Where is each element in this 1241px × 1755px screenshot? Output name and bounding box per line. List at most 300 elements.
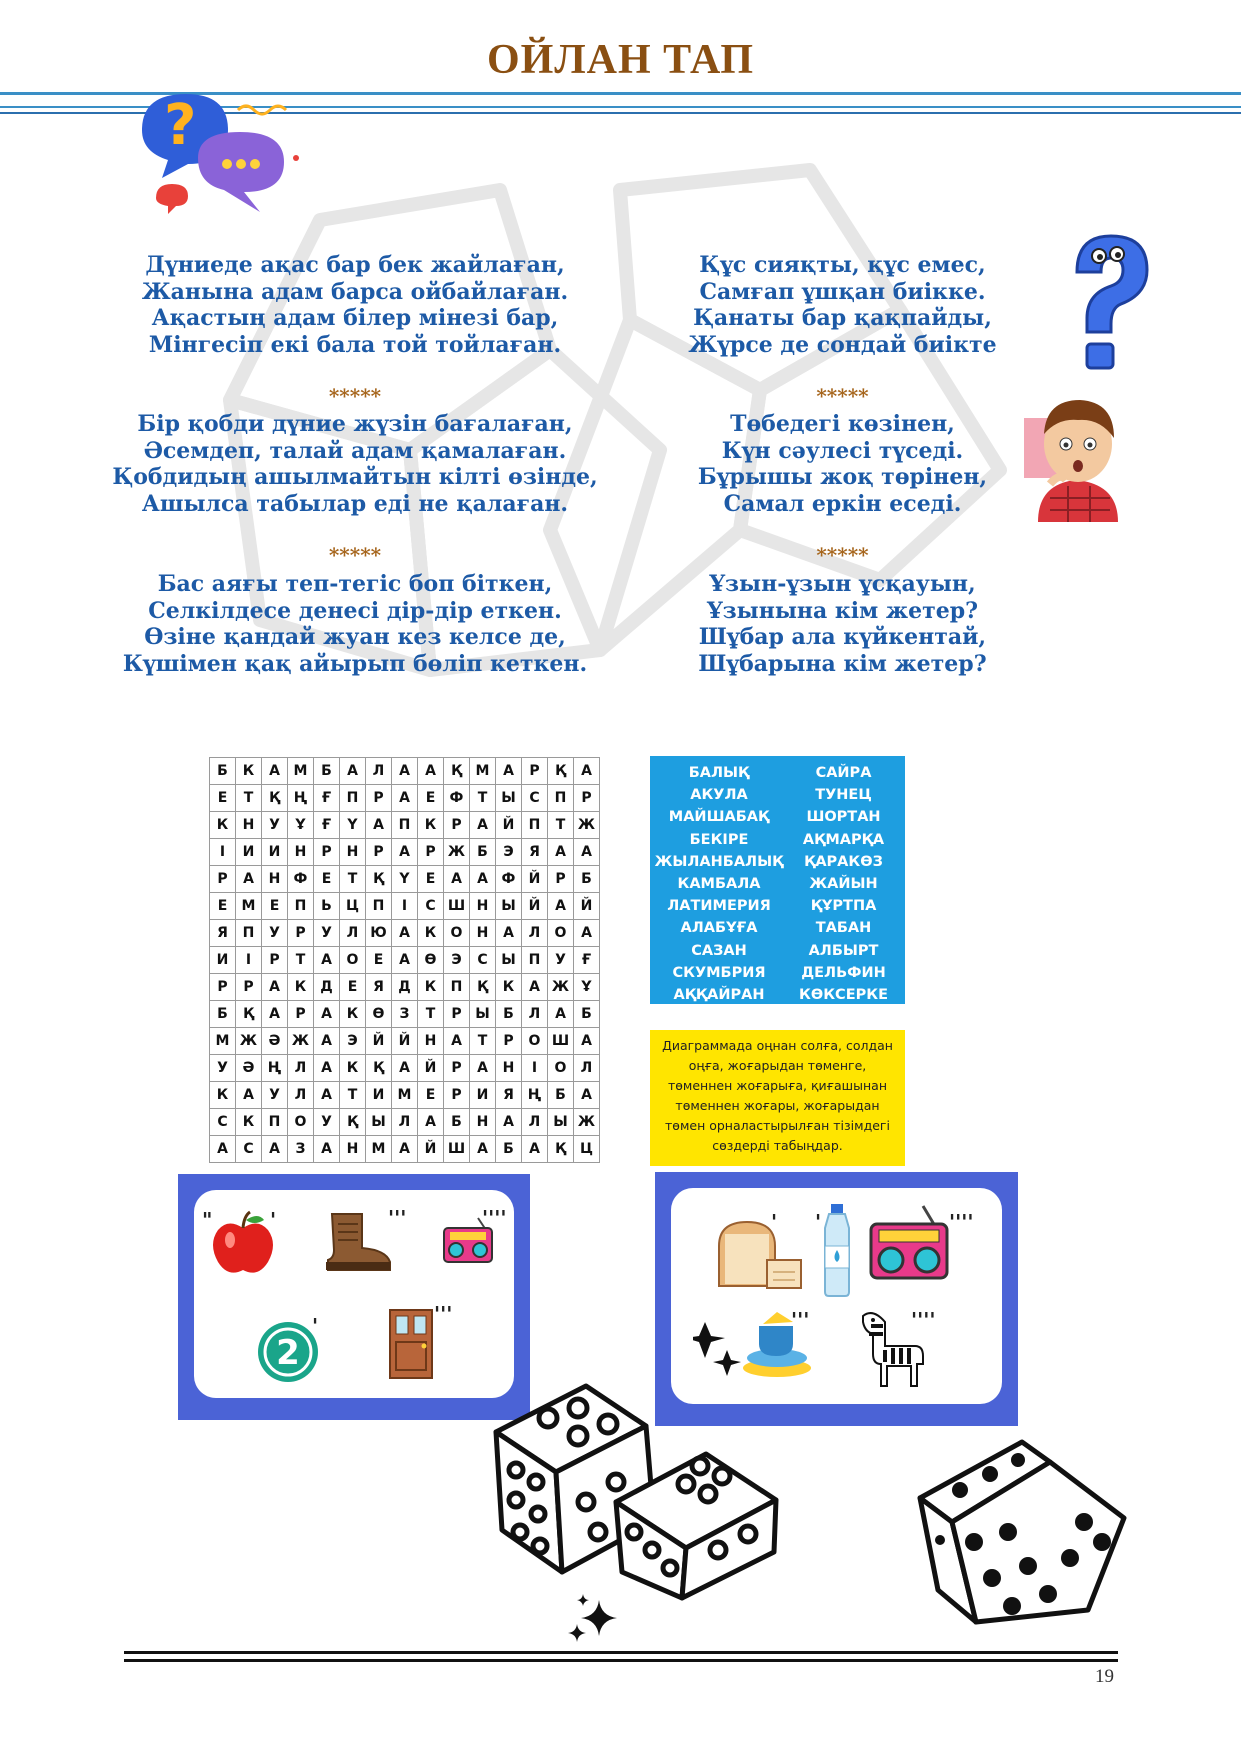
grid-cell: А bbox=[392, 839, 418, 866]
wordsearch-word-list bbox=[650, 756, 905, 1004]
word-list-item: ҚАРАКӨЗ bbox=[804, 853, 883, 870]
grid-cell: А bbox=[574, 1028, 600, 1055]
word-list-item: АЛБЫРТ bbox=[808, 942, 879, 959]
grid-cell: А bbox=[522, 974, 548, 1001]
grid-cell: Б bbox=[210, 1001, 236, 1028]
grid-cell: Ғ bbox=[574, 947, 600, 974]
word-list-item: АЛАБҰҒА bbox=[680, 920, 758, 937]
riddle-right-1: Құс сияқты, құс емес, Самғап ұшқан биікке. Қанаты бар қақпайды, Жүрсе де сондай биікте bbox=[688, 252, 997, 358]
grid-cell: А bbox=[392, 1136, 418, 1163]
grid-cell: Ү bbox=[392, 866, 418, 893]
grid-cell: А bbox=[496, 1109, 522, 1136]
rebus-mark: ' bbox=[270, 1208, 277, 1232]
grid-cell: А bbox=[236, 866, 262, 893]
grid-cell: Ш bbox=[444, 893, 470, 920]
grid-cell: К bbox=[210, 812, 236, 839]
word-list-item: ЛАТИМЕРИЯ bbox=[667, 898, 771, 915]
number-two-icon bbox=[256, 1320, 320, 1384]
grid-cell: Р bbox=[288, 920, 314, 947]
grid-cell: Л bbox=[288, 1055, 314, 1082]
grid-cell: З bbox=[392, 1001, 418, 1028]
grid-row bbox=[210, 839, 600, 866]
grid-cell: І bbox=[392, 893, 418, 920]
grid-cell: Р bbox=[262, 947, 288, 974]
word-list-item: БАЛЫҚ bbox=[688, 765, 750, 781]
word-list-item: ҚҰРТПА bbox=[810, 898, 877, 915]
word-list-item: ЖЫЛАНБАЛЫҚ bbox=[654, 853, 784, 870]
grid-cell: Я bbox=[366, 974, 392, 1001]
grid-cell: А bbox=[418, 758, 444, 785]
grid-row bbox=[210, 1028, 600, 1055]
grid-cell: Ң bbox=[522, 1082, 548, 1109]
grid-cell: Р bbox=[444, 1001, 470, 1028]
grid-cell: Ж bbox=[288, 1028, 314, 1055]
page-title: ОЙЛАН ТАП bbox=[486, 37, 754, 83]
grid-cell: І bbox=[210, 839, 236, 866]
grid-cell: А bbox=[470, 1136, 496, 1163]
riddle-left-2: Бір қобди дүние жүзін бағалаған, Әсемдеп, талай адам қамалаған. Қобдидың ашылмайтын кілті өзінде, Ашылса табылар еді не қалаған. bbox=[112, 411, 598, 517]
grid-cell: Р bbox=[444, 1055, 470, 1082]
grid-cell: Э bbox=[496, 839, 522, 866]
grid-cell: Қ bbox=[444, 758, 470, 785]
grid-cell: П bbox=[236, 920, 262, 947]
word-list-item: СКУМБРИЯ bbox=[672, 964, 766, 981]
word-list-item: БЕКІРЕ bbox=[689, 831, 749, 848]
grid-cell: Н bbox=[236, 812, 262, 839]
word-list-item: АҚМАРҚА bbox=[802, 831, 885, 848]
svg-text:2: 2 bbox=[276, 1333, 300, 1373]
grid-cell: А bbox=[262, 1001, 288, 1028]
grid-cell: Т bbox=[288, 947, 314, 974]
grid-cell: И bbox=[210, 947, 236, 974]
grid-cell: У bbox=[262, 920, 288, 947]
word-list-item: АКУЛА bbox=[690, 787, 748, 804]
grid-cell: Й bbox=[418, 1055, 444, 1082]
grid-cell: А bbox=[314, 1136, 340, 1163]
grid-cell: Р bbox=[444, 812, 470, 839]
grid-cell: Я bbox=[496, 1082, 522, 1109]
grid-cell: К bbox=[210, 1082, 236, 1109]
word-list-item: ШОРТАН bbox=[806, 809, 881, 826]
grid-cell: А bbox=[470, 1055, 496, 1082]
grid-row bbox=[210, 920, 600, 947]
grid-cell: М bbox=[210, 1028, 236, 1055]
rebus-mark: '''' bbox=[482, 1206, 507, 1230]
grid-cell: Қ bbox=[236, 1001, 262, 1028]
word-list-left bbox=[650, 762, 788, 1006]
grid-cell: А bbox=[548, 1001, 574, 1028]
grid-cell: Ә bbox=[236, 1055, 262, 1082]
grid-cell: А bbox=[314, 1055, 340, 1082]
grid-cell: Л bbox=[522, 920, 548, 947]
grid-cell: А bbox=[262, 758, 288, 785]
grid-cell: П bbox=[262, 1109, 288, 1136]
grid-cell: Р bbox=[548, 866, 574, 893]
riddle-separator: ***** bbox=[816, 384, 869, 408]
grid-cell: А bbox=[574, 1082, 600, 1109]
word-list-item: ЖАЙЫН bbox=[809, 875, 878, 892]
grid-cell: Р bbox=[418, 839, 444, 866]
grid-cell: М bbox=[366, 1136, 392, 1163]
word-list-item: САЗАН bbox=[691, 942, 747, 959]
grid-cell: А bbox=[262, 1136, 288, 1163]
grid-cell: А bbox=[574, 920, 600, 947]
grid-cell: Й bbox=[366, 1028, 392, 1055]
grid-cell: А bbox=[392, 947, 418, 974]
grid-cell: А bbox=[366, 812, 392, 839]
riddle-separator: ***** bbox=[328, 384, 382, 408]
grid-cell: К bbox=[340, 1055, 366, 1082]
grid-cell: Е bbox=[210, 785, 236, 812]
grid-cell: Р bbox=[366, 839, 392, 866]
grid-cell: Н bbox=[470, 1109, 496, 1136]
riddle-left-1: Дүниеде ақас бар бек жайлаған, Жанына адам барса ойбайлаған. Ақастың адам білер мінезі бар, Мінгесіп екі бала той тойлаған. bbox=[141, 252, 569, 358]
grid-cell: У bbox=[314, 1109, 340, 1136]
grid-cell: П bbox=[444, 974, 470, 1001]
grid-cell: Ұ bbox=[288, 812, 314, 839]
grid-cell: Р bbox=[366, 785, 392, 812]
riddle-left-3: Бас аяғы теп-тегіс боп біткен, Селкілдесе денесі дір-дір еткен. Өзіне қандай жуан кез келсе де, Күшімен қақ айырып бөліп кеткен. bbox=[122, 571, 588, 677]
grid-cell: А bbox=[496, 920, 522, 947]
grid-cell: Т bbox=[236, 785, 262, 812]
grid-cell: Е bbox=[418, 1082, 444, 1109]
grid-row bbox=[210, 866, 600, 893]
svg-text:?: ? bbox=[164, 93, 197, 158]
grid-cell: У bbox=[262, 1082, 288, 1109]
grid-cell: Б bbox=[444, 1109, 470, 1136]
grid-cell: А bbox=[470, 812, 496, 839]
grid-cell: Ц bbox=[574, 1136, 600, 1163]
footer-rule-top bbox=[124, 1651, 1118, 1654]
grid-cell: Л bbox=[340, 920, 366, 947]
grid-cell: Б bbox=[314, 758, 340, 785]
grid-cell: Т bbox=[548, 812, 574, 839]
grid-cell: П bbox=[340, 785, 366, 812]
grid-cell: Р bbox=[210, 974, 236, 1001]
sparkle-icon bbox=[563, 1590, 623, 1650]
word-list-item: АҚҚАЙРАН bbox=[673, 986, 765, 1003]
grid-cell: А bbox=[548, 893, 574, 920]
grid-cell: К bbox=[496, 974, 522, 1001]
grid-cell: Р bbox=[236, 974, 262, 1001]
wordsearch-grid bbox=[209, 757, 600, 1163]
word-list-right bbox=[782, 762, 905, 1006]
grid-cell: А bbox=[548, 839, 574, 866]
grid-cell: І bbox=[522, 1055, 548, 1082]
grid-cell: С bbox=[418, 893, 444, 920]
grid-cell: Л bbox=[522, 1109, 548, 1136]
grid-cell: Р bbox=[288, 1001, 314, 1028]
grid-cell: О bbox=[340, 947, 366, 974]
grid-row bbox=[210, 1109, 600, 1136]
grid-cell: Е bbox=[314, 866, 340, 893]
boot-icon bbox=[318, 1210, 394, 1274]
grid-cell: Б bbox=[574, 1001, 600, 1028]
dice-outline-icon bbox=[486, 1372, 826, 1602]
grid-cell: У bbox=[210, 1055, 236, 1082]
grid-row bbox=[210, 1136, 600, 1163]
grid-cell: К bbox=[236, 758, 262, 785]
grid-cell: А bbox=[210, 1136, 236, 1163]
speech-bubbles-icon bbox=[128, 80, 318, 230]
grid-cell: П bbox=[392, 812, 418, 839]
grid-cell: Ж bbox=[574, 812, 600, 839]
grid-cell: Ө bbox=[418, 947, 444, 974]
grid-cell: А bbox=[522, 1136, 548, 1163]
grid-cell: Е bbox=[366, 947, 392, 974]
grid-cell: Л bbox=[392, 1109, 418, 1136]
grid-cell: У bbox=[314, 920, 340, 947]
grid-cell: А bbox=[574, 839, 600, 866]
grid-cell: Ы bbox=[496, 893, 522, 920]
grid-cell: Н bbox=[340, 1136, 366, 1163]
rebus-mark: " bbox=[202, 1208, 213, 1232]
grid-cell: Т bbox=[340, 1082, 366, 1109]
grid-cell: Ә bbox=[262, 1028, 288, 1055]
word-list-item: САЙРА bbox=[815, 765, 872, 781]
grid-cell: О bbox=[444, 920, 470, 947]
riddle-separator: ***** bbox=[816, 543, 869, 567]
word-list-item: ТАБАН bbox=[815, 920, 872, 937]
grid-cell: Ң bbox=[262, 1055, 288, 1082]
grid-cell: Р bbox=[210, 866, 236, 893]
grid-cell: Е bbox=[210, 893, 236, 920]
grid-cell: А bbox=[340, 758, 366, 785]
grid-cell: А bbox=[314, 1028, 340, 1055]
page-number: 19 bbox=[1095, 1666, 1114, 1687]
grid-cell: П bbox=[366, 893, 392, 920]
grid-cell: А bbox=[470, 866, 496, 893]
grid-cell: Й bbox=[392, 1028, 418, 1055]
grid-cell: Б bbox=[574, 866, 600, 893]
grid-cell: Ң bbox=[288, 785, 314, 812]
grid-cell: А bbox=[392, 1055, 418, 1082]
grid-cell: Ь bbox=[314, 893, 340, 920]
grid-cell: Ы bbox=[470, 1001, 496, 1028]
grid-cell: Ұ bbox=[574, 974, 600, 1001]
grid-cell: Т bbox=[470, 1028, 496, 1055]
grid-cell: Ө bbox=[366, 1001, 392, 1028]
grid-cell: Е bbox=[418, 785, 444, 812]
grid-row bbox=[210, 947, 600, 974]
grid-cell: А bbox=[314, 1001, 340, 1028]
word-list-item: ДЕЛЬФИН bbox=[801, 964, 886, 981]
grid-cell: Ы bbox=[496, 947, 522, 974]
grid-cell: М bbox=[392, 1082, 418, 1109]
grid-cell: Й bbox=[496, 812, 522, 839]
grid-cell: Ж bbox=[444, 839, 470, 866]
grid-cell: Ғ bbox=[314, 812, 340, 839]
word-list-item: КӨКСЕРКЕ bbox=[799, 986, 888, 1003]
grid-cell: Ж bbox=[548, 974, 574, 1001]
rebus-mark: ' bbox=[312, 1314, 319, 1338]
grid-cell: Н bbox=[470, 893, 496, 920]
riddle-separator: ***** bbox=[328, 543, 382, 567]
grid-cell: П bbox=[288, 893, 314, 920]
grid-cell: Ф bbox=[496, 866, 522, 893]
radio-icon bbox=[867, 1204, 951, 1284]
word-list-item: МАЙШАБАҚ bbox=[668, 809, 770, 826]
grid-cell: Д bbox=[392, 974, 418, 1001]
grid-cell: Я bbox=[522, 839, 548, 866]
grid-cell: Қ bbox=[548, 758, 574, 785]
grid-cell: Ы bbox=[496, 785, 522, 812]
grid-cell: Н bbox=[418, 1028, 444, 1055]
grid-cell: М bbox=[236, 893, 262, 920]
grid-cell: Й bbox=[418, 1136, 444, 1163]
grid-cell: Д bbox=[314, 974, 340, 1001]
riddle-right-3: Ұзын-ұзын ұсқауын, Ұзынына кім жетер? Шұбар ала күйкентай, Шұбарына кім жетер? bbox=[698, 571, 987, 677]
grid-cell: Т bbox=[340, 866, 366, 893]
grid-row bbox=[210, 893, 600, 920]
grid-cell: А bbox=[574, 758, 600, 785]
grid-cell: Р bbox=[314, 839, 340, 866]
grid-cell: Е bbox=[340, 974, 366, 1001]
grid-cell: Қ bbox=[262, 785, 288, 812]
grid-cell: А bbox=[392, 758, 418, 785]
grid-cell: Б bbox=[210, 758, 236, 785]
grid-cell: А bbox=[444, 1028, 470, 1055]
apple-icon bbox=[208, 1210, 278, 1278]
grid-cell: Р bbox=[444, 1082, 470, 1109]
grid-cell: Ы bbox=[548, 1109, 574, 1136]
grid-row bbox=[210, 758, 600, 785]
water-bottle-icon bbox=[819, 1202, 855, 1298]
grid-cell: К bbox=[340, 1001, 366, 1028]
grid-cell: Ц bbox=[340, 893, 366, 920]
grid-row bbox=[210, 1082, 600, 1109]
riddle-right-2: Төбедегі көзінен, Күн сәулесі түседі. Бұрышы жоқ төрінен, Самал еркін еседі. bbox=[697, 411, 988, 517]
grid-cell: Р bbox=[496, 1028, 522, 1055]
rebus-mark: ' bbox=[771, 1210, 778, 1234]
grid-cell: Ғ bbox=[314, 785, 340, 812]
wordsearch-instruction: Диаграммада оңнан солға, солдан оңға, жоғарыдан төменге, төменнен жоғарыға, қиғашынан төменнен жоғары, жоғарыдан төмен орналастырылған тізімдегі сөздерді табыңдар. bbox=[650, 1030, 905, 1166]
word-list-item: КАМБАЛА bbox=[677, 875, 761, 892]
grid-cell: К bbox=[288, 974, 314, 1001]
grid-cell: З bbox=[288, 1136, 314, 1163]
grid-cell: П bbox=[522, 812, 548, 839]
grid-cell: У bbox=[548, 947, 574, 974]
grid-cell: Қ bbox=[366, 1055, 392, 1082]
rebus-card-1 bbox=[178, 1174, 530, 1420]
grid-cell: О bbox=[522, 1028, 548, 1055]
grid-cell: И bbox=[470, 1082, 496, 1109]
grid-cell: Н bbox=[288, 839, 314, 866]
grid-cell: А bbox=[418, 1109, 444, 1136]
grid-cell: А bbox=[392, 920, 418, 947]
grid-cell: Э bbox=[340, 1028, 366, 1055]
grid-cell: Ж bbox=[236, 1028, 262, 1055]
grid-cell: Й bbox=[522, 893, 548, 920]
grid-cell: М bbox=[288, 758, 314, 785]
grid-cell: Л bbox=[366, 758, 392, 785]
grid-cell: П bbox=[548, 785, 574, 812]
grid-cell: Я bbox=[210, 920, 236, 947]
grid-cell: Н bbox=[470, 920, 496, 947]
grid-cell: Е bbox=[418, 866, 444, 893]
grid-cell: Қ bbox=[366, 866, 392, 893]
grid-cell: О bbox=[548, 920, 574, 947]
grid-cell: Ы bbox=[366, 1109, 392, 1136]
grid-cell: А bbox=[496, 758, 522, 785]
grid-cell: Й bbox=[522, 866, 548, 893]
rebus-mark: ''' bbox=[791, 1308, 810, 1332]
grid-cell: Е bbox=[262, 893, 288, 920]
grid-cell: С bbox=[210, 1109, 236, 1136]
thinking-boy-icon bbox=[1020, 388, 1130, 523]
grid-cell: М bbox=[470, 758, 496, 785]
grid-cell: С bbox=[470, 947, 496, 974]
grid-row bbox=[210, 785, 600, 812]
grid-row bbox=[210, 1001, 600, 1028]
grid-cell: Ү bbox=[340, 812, 366, 839]
grid-cell: Л bbox=[288, 1082, 314, 1109]
grid-cell: Н bbox=[340, 839, 366, 866]
dice-black-icon bbox=[912, 1430, 1132, 1635]
grid-cell: Ф bbox=[288, 866, 314, 893]
footer-rule-bottom bbox=[124, 1659, 1118, 1662]
grid-cell: Л bbox=[522, 1001, 548, 1028]
grid-cell: У bbox=[262, 812, 288, 839]
grid-cell: А bbox=[314, 947, 340, 974]
rebus-mark: '''' bbox=[949, 1210, 974, 1234]
grid-cell: Э bbox=[444, 947, 470, 974]
rebus-mark: ' bbox=[815, 1210, 822, 1234]
grid-cell: Ш bbox=[444, 1136, 470, 1163]
grid-cell: К bbox=[418, 974, 444, 1001]
grid-cell: А bbox=[262, 974, 288, 1001]
rebus-mark: '''' bbox=[911, 1308, 936, 1332]
door-icon bbox=[388, 1308, 434, 1380]
grid-cell: А bbox=[444, 866, 470, 893]
grid-cell: Й bbox=[574, 893, 600, 920]
grid-cell: Р bbox=[522, 758, 548, 785]
grid-cell: Қ bbox=[340, 1109, 366, 1136]
grid-cell: Л bbox=[574, 1055, 600, 1082]
grid-cell: Қ bbox=[470, 974, 496, 1001]
grid-cell: О bbox=[548, 1055, 574, 1082]
grid-row bbox=[210, 1055, 600, 1082]
grid-cell: Ш bbox=[548, 1028, 574, 1055]
grid-cell: Н bbox=[496, 1055, 522, 1082]
question-mark-icon bbox=[1055, 228, 1155, 378]
grid-cell: Т bbox=[418, 1001, 444, 1028]
grid-cell: А bbox=[236, 1082, 262, 1109]
grid-cell: И bbox=[366, 1082, 392, 1109]
grid-cell: Ф bbox=[444, 785, 470, 812]
grid-cell: А bbox=[314, 1082, 340, 1109]
grid-cell: Ю bbox=[366, 920, 392, 947]
grid-cell: С bbox=[522, 785, 548, 812]
grid-cell: И bbox=[262, 839, 288, 866]
bread-icon bbox=[711, 1216, 807, 1296]
grid-cell: Т bbox=[470, 785, 496, 812]
grid-cell: Б bbox=[548, 1082, 574, 1109]
rebus-mark: ''' bbox=[388, 1206, 407, 1230]
grid-cell: К bbox=[418, 920, 444, 947]
grid-cell: І bbox=[236, 947, 262, 974]
grid-cell: Б bbox=[496, 1001, 522, 1028]
grid-cell: Б bbox=[496, 1136, 522, 1163]
grid-cell: А bbox=[392, 785, 418, 812]
grid-cell: Ж bbox=[574, 1109, 600, 1136]
word-list-item: ТУНЕЦ bbox=[815, 787, 872, 804]
grid-cell: И bbox=[236, 839, 262, 866]
grid-cell: П bbox=[522, 947, 548, 974]
grid-cell: К bbox=[418, 812, 444, 839]
grid-cell: С bbox=[236, 1136, 262, 1163]
grid-cell: Н bbox=[262, 866, 288, 893]
